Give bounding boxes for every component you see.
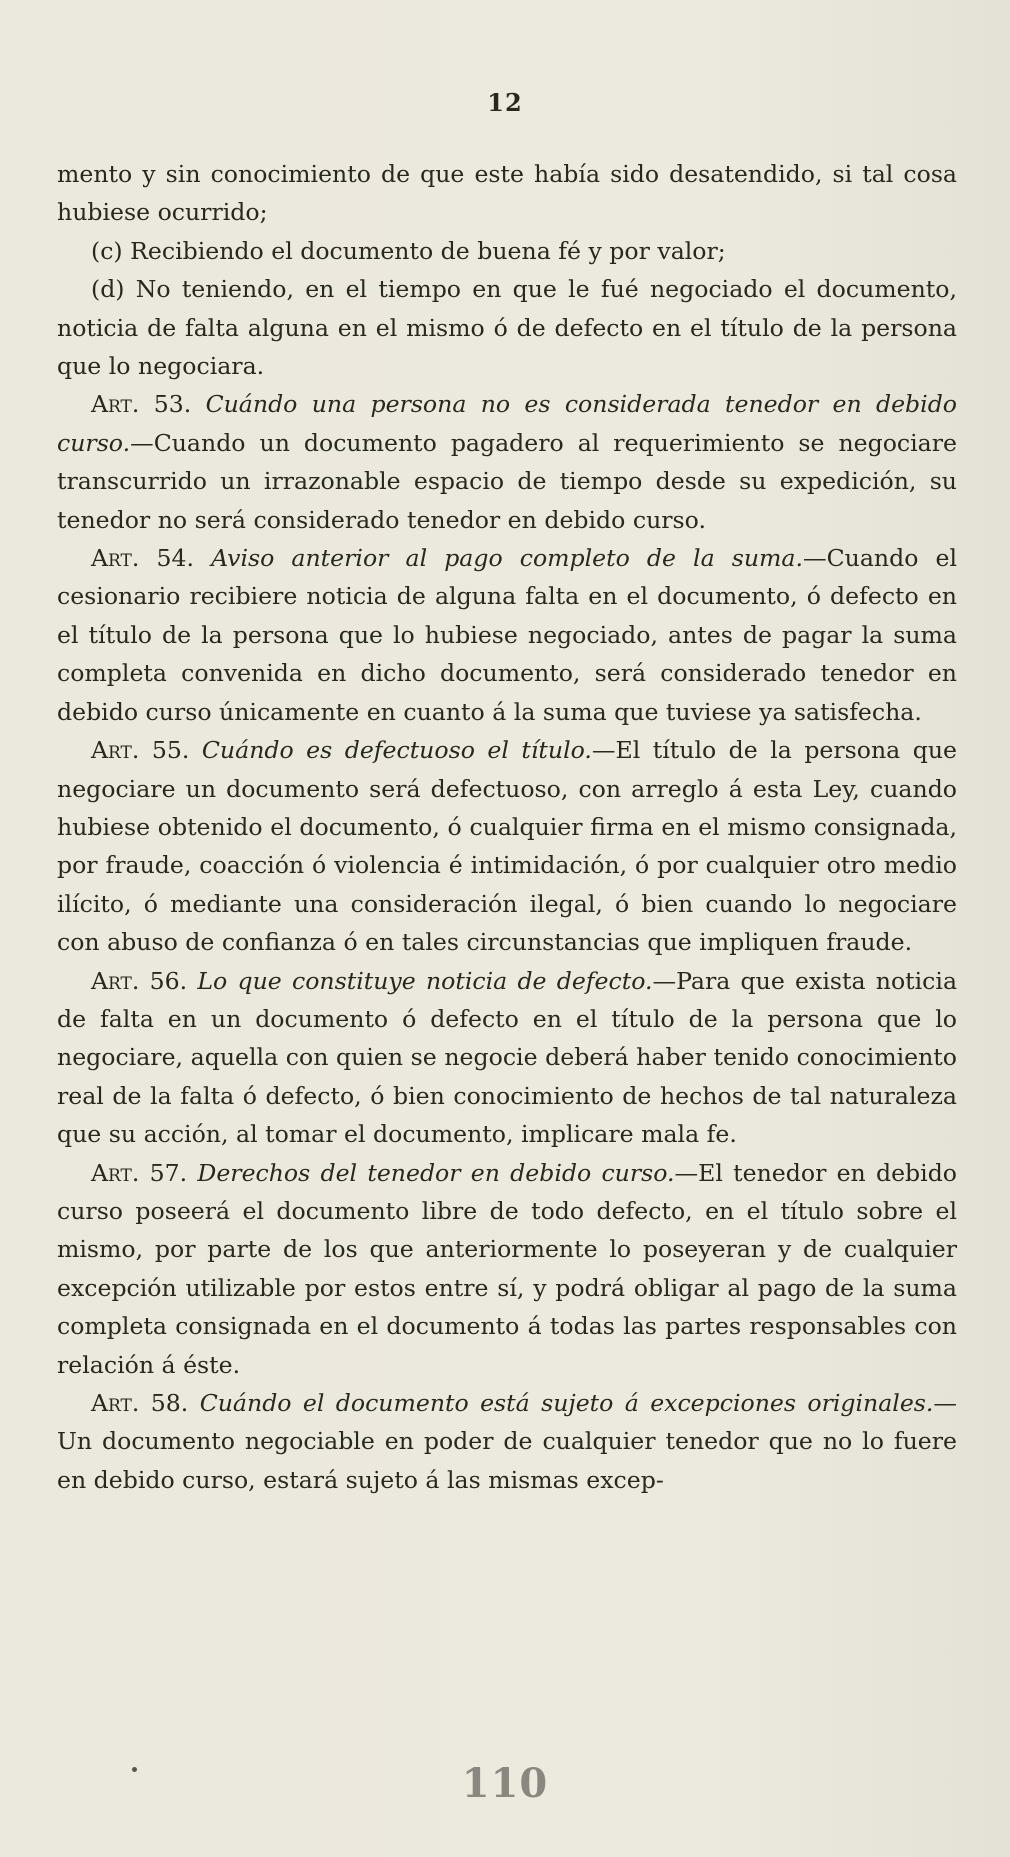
article-text: —Un documento negociable en poder de cualquier tenedor que no lo fuere en debido curso, estará sujeto á las mismas excep- (57, 1389, 958, 1494)
article-text: —El tenedor en debido curso poseerá el documento libre de todo defecto, en el título sobre el mismo, por parte de los que anteriormente lo poseyeran y de cualquier excepción utilizable por estos entre sí, y podrá obligar al pago de la suma completa consignada en el documento á todas las partes responsables con relación á éste. (57, 1158, 958, 1379)
article-title: Cuándo es defectuoso el título. (201, 736, 592, 765)
article-label: Art. 56. (91, 966, 188, 995)
article-54 (57, 539, 957, 731)
article-text: —Cuando el cesionario recibiere noticia de alguna falta en el documento, ó defecto en el título de la persona que lo hubiese negociado, antes de pagar la suma completa convenida en dicho documento, será considerado tenedor en debido curso únicamente en cuanto á la suma que tuviese ya satisfecha. (57, 544, 957, 726)
article-58 (57, 1384, 957, 1499)
article-label: Art. 54. (91, 544, 194, 573)
article-text: —Para que exista noticia de falta en un documento ó defecto en el título de la persona que lo negociare, aquella con quien se negocie deberá haber tenido conocimiento real de la falta ó defecto, ó bien conocimiento de hechos de tal naturaleza que su acción, al tomar el documento, implicare mala fe. (57, 966, 958, 1149)
paragraph-continuation (57, 155, 957, 232)
article-label: Art. 53. (91, 390, 192, 419)
article-text: —El título de la persona que negociare un documento será defectuoso, con arreglo á esta Ley, cuando hubiese obtenido el documento, ó cualquier firma en el mismo consignada, por fraude, coacción ó violencia é intimidación, ó por cualquier otro medio ilícito, ó mediante una consideración ilegal, ó bien cuando lo negociare con abuso de confianza ó en tales circunstancias que impliquen fraude. (57, 736, 957, 957)
article-title: Lo que constituye noticia de defecto. (197, 966, 653, 995)
article-title: Derechos del tenedor en debido curso. (197, 1158, 675, 1187)
article-text: —Cuando un documento pagadero al requerimiento se negociare transcurrido un irrazonable espacio de tiempo desde su expedición, su tenedor no será considerado tenedor en debido curso. (57, 428, 957, 534)
paragraph-text: (c) Recibiendo el documento de buena fé y por valor; (91, 236, 726, 265)
paragraph-item-c (57, 232, 957, 270)
paragraph-item-d (57, 270, 957, 385)
paragraph-text: (d) No teniendo, en el tiempo en que le fué negociado el documento, noticia de falta alguna en el mismo ó de defecto en el título de la persona que lo negociara. (57, 275, 957, 381)
article-label: Art. 55. (91, 736, 190, 765)
article-55 (57, 731, 957, 961)
article-label: Art. 58. (91, 1389, 189, 1417)
sheet-number-stamp: 110 (461, 1760, 549, 1807)
page-number: 12 (487, 88, 523, 117)
article-label: Art. 57. (91, 1158, 188, 1187)
article-title: Aviso anterior al pago completo de la suma. (211, 544, 803, 573)
article-title: Cuándo una persona no es considerada tenedor en debido curso. (57, 390, 958, 457)
body-text (57, 155, 957, 1499)
article-title: Cuándo el documento está sujeto á excepciones originales. (199, 1389, 934, 1417)
article-56 (57, 962, 957, 1154)
article-53 (57, 385, 957, 539)
paragraph-text: mento y sin conocimiento de que este había sido desatendido, si tal cosa hubiese ocurrido; (57, 160, 957, 227)
article-57 (57, 1154, 957, 1384)
